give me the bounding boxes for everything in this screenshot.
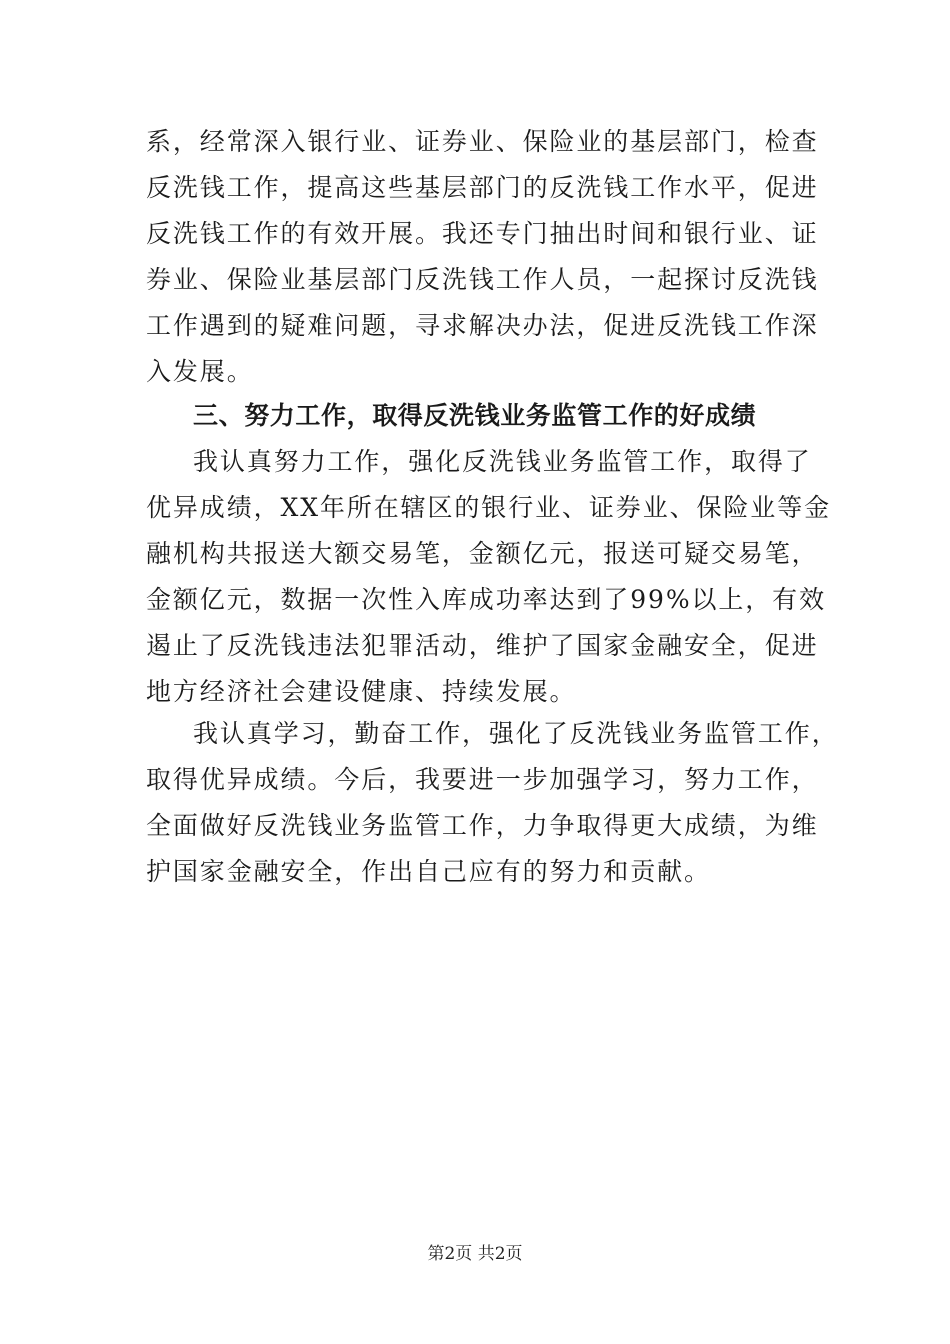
text-line: 我认真努力工作，强化反洗钱业务监管工作，取得了 [193,447,812,476]
text-line: 全面做好反洗钱业务监管工作，力争取得更大成绩，为维 [146,811,819,840]
text-line: 优异成绩，XX年所在辖区的银行业、证券业、保险业等金 [146,493,831,522]
text-line: 护国家金融安全，作出自己应有的努力和贡献。 [146,857,711,886]
text-line: 遏止了反洗钱违法犯罪活动，维护了国家金融安全，促进 [146,631,819,660]
page-number: 第2页 共2页 [427,1244,523,1264]
text-line: 工作遇到的疑难问题，寻求解决办法，促进反洗钱工作深 [146,311,819,340]
text-line: 系，经常深入银行业、证券业、保险业的基层部门，检查 [146,127,819,156]
text-line: 入发展。 [146,357,254,386]
text-line: 地方经济社会建设健康、持续发展。 [146,677,577,706]
section-heading: 三、努力工作，取得反洗钱业务监管工作的好成绩 [193,401,757,430]
text-line: 融机构共报送大额交易笔，金额亿元，报送可疑交易笔， [146,539,819,568]
text-line: 反洗钱工作的有效开展。我还专门抽出时间和银行业、证 [146,219,819,248]
text-line: 我认真学习，勤奋工作，强化了反洗钱业务监管工作， [193,719,839,748]
text-line: 金额亿元，数据一次性入库成功率达到了99%以上，有效 [146,585,826,614]
text-line: 反洗钱工作，提高这些基层部门的反洗钱工作水平，促进 [146,173,819,202]
text-line: 券业、保险业基层部门反洗钱工作人员，一起探讨反洗钱 [146,265,819,294]
text-line: 取得优异成绩。今后，我要进一步加强学习，努力工作， [146,765,819,794]
